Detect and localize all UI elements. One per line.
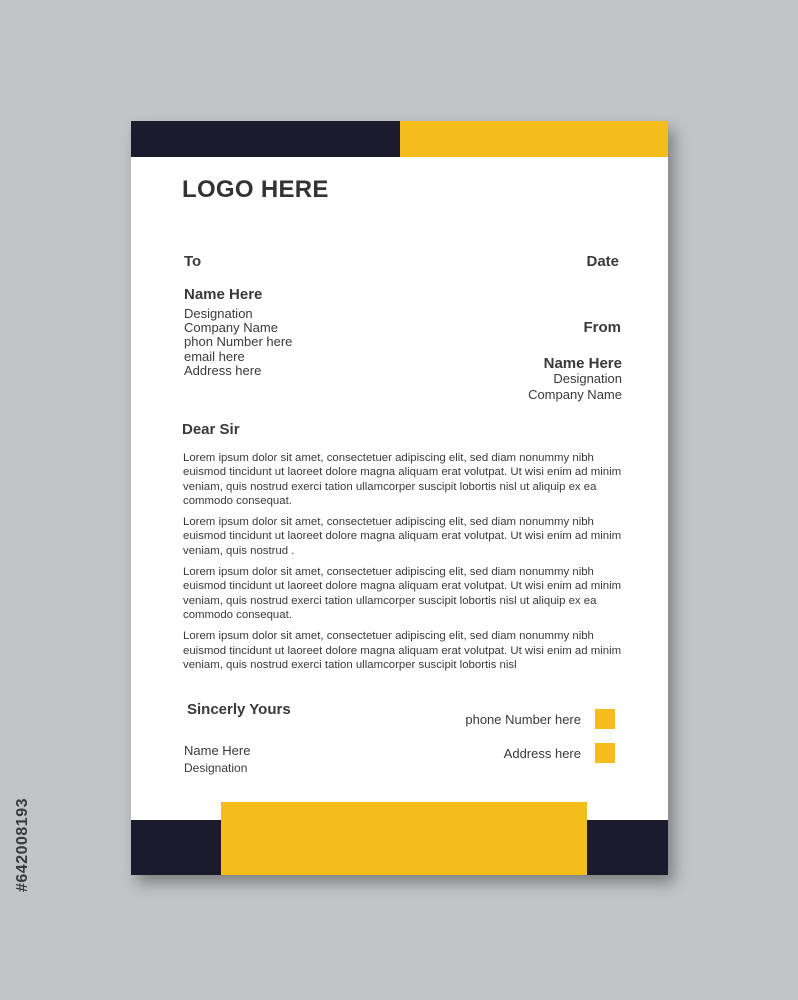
body-paragraph: Lorem ipsum dolor sit amet, consectetuer adipiscing elit, sed diam nonummy nibh euismod tincidunt ut laoreet dolore magna aliquam erat volutpat. Ut wisi enim ad minim veniam, quis nostrud . <box>183 516 622 557</box>
sender-details <box>528 371 622 403</box>
body-paragraph: Lorem ipsum dolor sit amet, consectetuer adipiscing elit, sed diam nonummy nibh euismod tincidunt ut laoreet dolore magna aliquam erat volutpat. Ut wisi enim ad minim veniam, quis nostrud exerci tation ullamcorper suscipit lobortis nisl <box>183 630 622 671</box>
from-label: From <box>583 319 621 336</box>
recipient-details <box>184 307 292 378</box>
letter-body <box>183 451 623 679</box>
contact-phone: phone Number here <box>465 711 581 727</box>
sender-company: Company Name <box>528 387 622 402</box>
address-marker-icon <box>595 743 615 763</box>
logo-text: LOGO HERE <box>182 176 329 203</box>
letterhead-sheet <box>131 121 668 875</box>
recipient-phone: phon Number here <box>184 334 293 350</box>
recipient-email: email here <box>184 348 245 364</box>
signature-designation: Designation <box>184 761 248 775</box>
recipient-company: Company Name <box>184 320 278 336</box>
contact-address-row <box>504 743 615 763</box>
sender-designation: Designation <box>553 371 622 386</box>
stock-id <box>13 760 33 930</box>
salutation: Dear Sir <box>182 421 240 438</box>
recipient-address: Address here <box>184 362 262 378</box>
body-paragraph: Lorem ipsum dolor sit amet, consectetuer adipiscing elit, sed diam nonummy nibh euismod tincidunt ut laoreet dolore magna aliquam erat volutpat. Ut wisi enim ad minim veniam, quis nostrud exerci tation ullamcorper suscipit lobortis nisl ut aliquip ex ea commodo consequat. <box>183 566 622 621</box>
phone-marker-icon <box>595 709 615 729</box>
recipient-name: Name Here <box>184 286 263 303</box>
stock-id-text: #642008193 <box>14 798 31 892</box>
signature-name: Name Here <box>184 743 251 758</box>
sender-name: Name Here <box>543 355 622 372</box>
contact-phone-row <box>465 709 615 729</box>
bottom-yellow-block <box>221 802 587 875</box>
recipient-designation: Designation <box>184 306 253 321</box>
closing: Sincerly Yours <box>187 701 291 718</box>
body-paragraph: Lorem ipsum dolor sit amet, consectetuer adipiscing elit, sed diam nonummy nibh euismod tincidunt ut laoreet dolore magna aliquam erat volutpat. Ut wisi enim ad minim veniam, quis nostrud exerci tation ullamcorper suscipit lobortis nisl ut aliquip ex ea commodo consequat. <box>183 452 622 507</box>
contact-address: Address here <box>503 745 581 761</box>
top-yellow-bar <box>400 121 668 157</box>
top-dark-bar <box>131 121 400 157</box>
date-label: Date <box>586 253 619 270</box>
to-label: To <box>184 253 202 270</box>
